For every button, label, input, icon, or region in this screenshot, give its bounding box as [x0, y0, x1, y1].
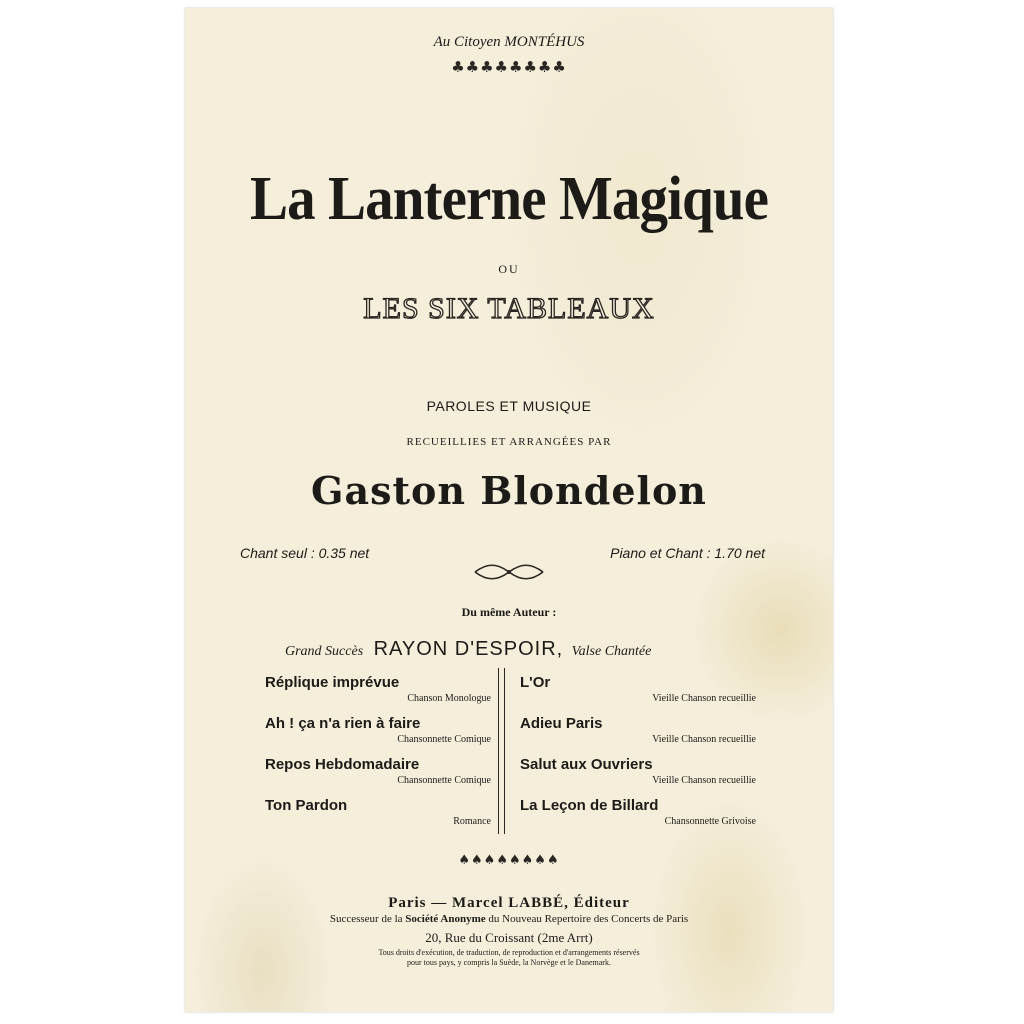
- price-piano-voice: Piano et Chant : 1.70 net: [610, 545, 765, 561]
- work-title: L'Or: [520, 674, 551, 691]
- work-genre: Vieille Chanson recueillie: [652, 693, 756, 704]
- work-title: Ah ! ça n'a rien à faire: [265, 715, 421, 732]
- credits-line-1: PAROLES ET MUSIQUE: [426, 398, 592, 414]
- publisher-address: 20, Rue du Croissant (2me Arrt): [425, 930, 593, 945]
- sheet-music-cover: [185, 8, 833, 1012]
- successor-prefix: Successeur de la: [329, 913, 403, 925]
- rights-notice: [185, 948, 833, 968]
- subtitle: LES SIX TABLEAUX: [363, 292, 655, 325]
- featured-work: [285, 638, 785, 661]
- rights-line-1: Tous droits d'exécution, de traduction, de reproduction et d'arrangements réservés: [378, 948, 640, 957]
- swirl-ornament-icon: [473, 561, 545, 583]
- work-genre: Chanson Monologue: [407, 693, 491, 704]
- successor-company: Société Anonyme: [405, 913, 486, 925]
- works-list-left: [265, 674, 491, 838]
- list-item: [520, 756, 756, 797]
- work-title: Adieu Paris: [520, 715, 603, 732]
- publisher: Paris — Marcel LABBÉ, Éditeur: [388, 895, 630, 911]
- work-genre: Vieille Chanson recueillie: [652, 775, 756, 786]
- list-item: [265, 715, 491, 756]
- clover-ornament-icon: ♣♣♣♣♣♣♣♣: [451, 58, 567, 76]
- rights-line-2: pour tous pays, y compris la Suède, la Norvège et le Danemark.: [407, 958, 611, 967]
- publisher-successor: [185, 913, 833, 925]
- list-item: [520, 674, 756, 715]
- work-title: Ton Pardon: [265, 797, 348, 814]
- author-name: Gaston Blondelon: [311, 468, 707, 513]
- work-genre: Vieille Chanson recueillie: [652, 734, 756, 745]
- price-voice-only: Chant seul : 0.35 net: [240, 545, 370, 561]
- featured-title: RAYON D'ESPOIR,: [373, 638, 564, 660]
- work-genre: Chansonnette Comique: [397, 734, 491, 745]
- column-divider: [498, 668, 505, 834]
- list-item: [520, 715, 756, 756]
- featured-prefix: Grand Succès: [285, 644, 364, 659]
- successor-suffix: du Nouveau Repertoire des Concerts de Paris: [488, 913, 689, 925]
- list-item: [265, 674, 491, 715]
- featured-suffix: Valse Chantée: [571, 644, 652, 659]
- credits-line-2: RECUEILLIES ET ARRANGÉES PAR: [406, 436, 612, 448]
- work-genre: Romance: [453, 816, 491, 827]
- main-title: La Lanterne Magique: [249, 165, 769, 233]
- work-title: Réplique imprévue: [265, 674, 400, 691]
- leaf-ornament-icon: ♠♠♠♠♠♠♠♠: [458, 853, 560, 868]
- work-title: La Leçon de Billard: [520, 797, 659, 814]
- work-title: Salut aux Ouvriers: [520, 756, 653, 773]
- list-item: [520, 797, 756, 838]
- work-title: Repos Hebdomadaire: [265, 756, 420, 773]
- work-genre: Chansonnette Comique: [397, 775, 491, 786]
- other-works-heading: Du même Auteur :: [461, 605, 557, 619]
- list-item: [265, 756, 491, 797]
- title-connector: OU: [498, 262, 520, 276]
- dedication: Au Citoyen MONTÉHUS: [433, 34, 585, 50]
- work-genre: Chansonnette Grivoise: [664, 816, 756, 827]
- list-item: [265, 797, 491, 838]
- works-list-right: [520, 674, 756, 838]
